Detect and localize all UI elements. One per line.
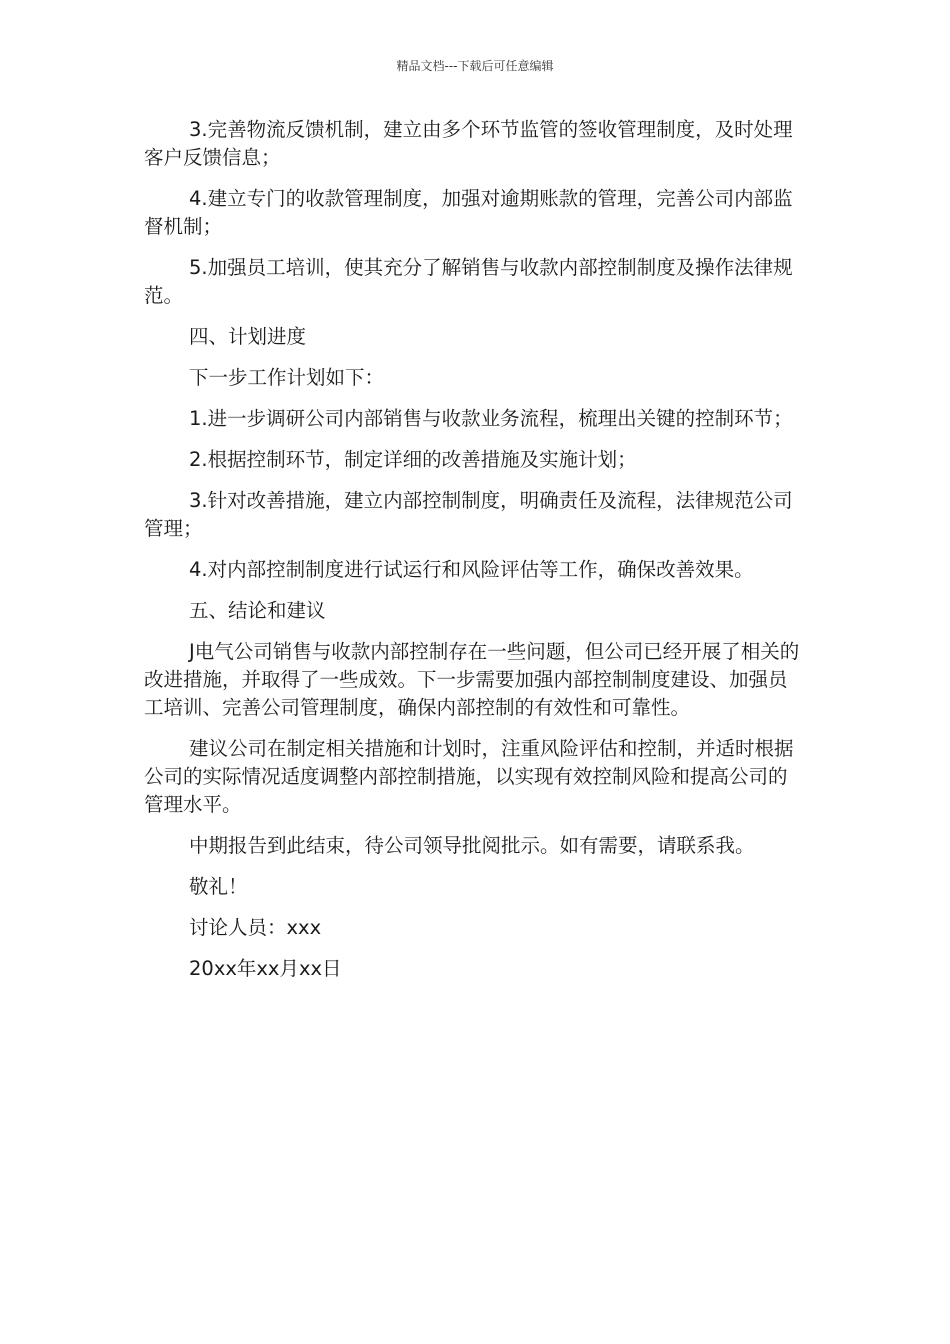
paragraph-conclusion: J电气公司销售与收款内部控制存在一些问题，但公司已经开展了相关的改进措施，并取得了一些成效。下一步需要加强内部控制制度建设、加强员工培训、完善公司管理制度，确保内部控制的有效性和可靠性。 bbox=[144, 640, 800, 719]
paragraph-salutation: 敬礼！ bbox=[189, 875, 248, 898]
paragraph-closing: 中期报告到此结束，待公司领导批阅批示。如有需要，请联系我。 bbox=[189, 834, 755, 857]
paragraph-next-steps-intro: 下一步工作计划如下： bbox=[189, 366, 385, 389]
paragraph-step-2: 2.根据控制环节，制定详细的改善措施及实施计划； bbox=[189, 448, 637, 471]
paragraph-step-3: 3.针对改善措施，建立内部控制制度，明确责任及流程，法律规范公司管理； bbox=[144, 489, 793, 540]
paragraph-logistics-feedback: 3.完善物流反馈机制，建立由多个环节监管的签收管理制度，及时处理客户反馈信息； bbox=[144, 118, 793, 169]
paragraph-staff-training: 5.加强员工培训，使其充分了解销售与收款内部控制制度及操作法律规范。 bbox=[144, 256, 793, 307]
paragraph-date: 20xx年xx月xx日 bbox=[189, 957, 342, 980]
section-heading-schedule: 四、计划进度 bbox=[189, 325, 307, 348]
paragraph-step-1: 1.进一步调研公司内部销售与收款业务流程，梳理出关键的控制环节； bbox=[189, 407, 793, 430]
section-heading-conclusion: 五、结论和建议 bbox=[189, 599, 326, 622]
paragraph-participants: 讨论人员：xxx bbox=[189, 916, 322, 939]
paragraph-collection-management: 4.建立专门的收款管理制度，加强对逾期账款的管理，完善公司内部监督机制； bbox=[144, 187, 793, 238]
paragraph-step-4: 4.对内部控制制度进行试运行和风险评估等工作，确保改善效果。 bbox=[189, 558, 754, 581]
document-body bbox=[144, 116, 804, 996]
page-header: 精品文档---下载后可任意编辑 bbox=[396, 59, 554, 73]
paragraph-recommendation: 建议公司在制定相关措施和计划时，注重风险评估和控制，并适时根据公司的实际情况适度调整内部控制措施，以实现有效控制风险和提高公司的管理水平。 bbox=[144, 737, 794, 816]
